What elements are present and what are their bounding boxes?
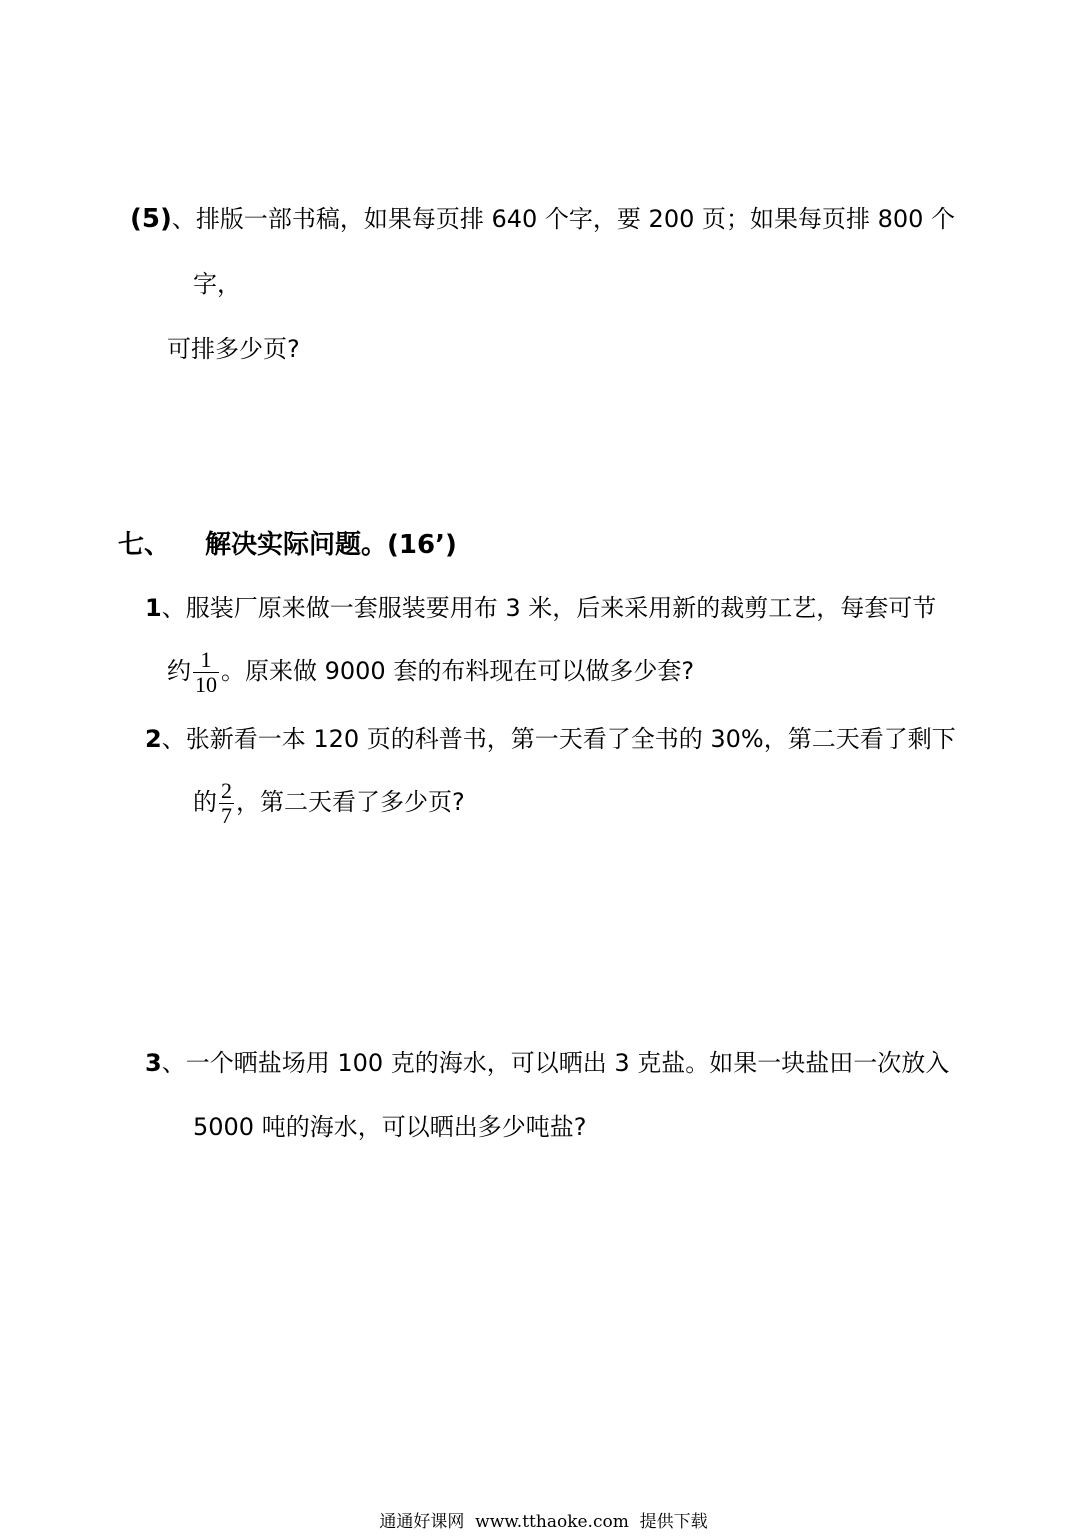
problem-2-line-1 [145, 723, 956, 755]
fraction-numerator: 1 [193, 648, 219, 673]
problem-1-label: 1 [145, 594, 162, 622]
fraction-two-sevenths [219, 779, 234, 828]
problem-3-text: 、一个晒盐场用 100 克的海水，可以晒出 3 克盐。如果一块盐田一次放入 [161, 1049, 950, 1077]
fraction-one-tenth [193, 648, 219, 697]
problem-1-text: 、服装厂原来做一套服装要用布 3 米，后来采用新的裁剪工艺，每套可节 [161, 594, 937, 622]
section-7-number: 七、 [118, 530, 171, 560]
question-5-line-3: 可排多少页? [167, 335, 300, 363]
fraction-denominator: 7 [221, 802, 232, 828]
footer-watermark: 通通好课网 www.tthaoke.com 提供下载 [379, 1512, 708, 1532]
problem-1-line-2 [167, 643, 694, 699]
question-5-text: 、排版一部书稿，如果每页排 640 个字，要 200 页；如果每页排 800 个 [171, 205, 956, 233]
question-5-line-2: 字， [193, 270, 241, 298]
problem-2-text-post: ，第二天看了多少页? [236, 788, 465, 816]
fraction-denominator: 10 [195, 671, 217, 697]
question-5-label: (5) [130, 204, 172, 234]
problem-2-text-pre: 的 [193, 788, 217, 816]
problem-1-text-post: 。原来做 9000 套的布料现在可以做多少套? [221, 657, 695, 685]
problem-2-text: 、张新看一本 120 页的科普书，第一天看了全书的 30%，第二天看了剩下 [161, 725, 956, 753]
question-5-line-1 [130, 203, 955, 235]
section-7-title: 解决实际问题。(16’) [205, 530, 457, 560]
problem-1-line-1 [145, 592, 936, 624]
problem-3-label: 3 [145, 1049, 162, 1077]
problem-2-line-2 [193, 774, 465, 830]
problem-3-line-2: 5000 吨的海水，可以晒出多少吨盐? [193, 1113, 587, 1141]
fraction-numerator: 2 [221, 777, 232, 803]
problem-1-text-pre: 约 [167, 657, 191, 685]
problem-3-line-1 [145, 1047, 949, 1079]
problem-2-label: 2 [145, 725, 162, 753]
